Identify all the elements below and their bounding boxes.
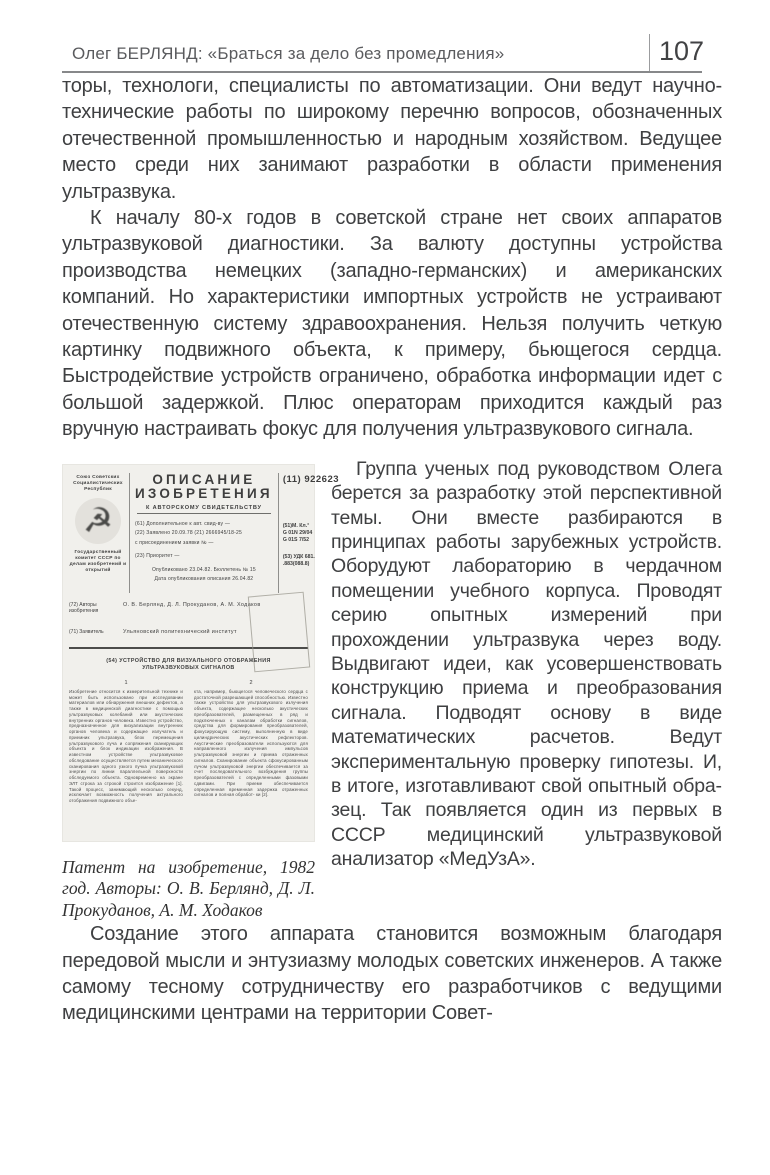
paragraph-creation: Создание этого аппарата становится возможным благодаря передовой мысли и энтузиазму молодых советских инженеров. А также самому тесному сотрудничеству его разработчиков с ведущими медицинскими центрами на территории Совет- — [62, 923, 722, 1025]
patent-column-2 — [194, 680, 308, 804]
patent-issuer: Союз Советских Социалистических Республик — [73, 474, 123, 492]
patent-text-columns — [69, 680, 308, 804]
patent-authors: О. В. Берлянд, Д. Л. Прокуданов, А. М. Ходаков — [123, 601, 261, 608]
patent-column1-header: 1 — [124, 679, 128, 686]
paragraph-intro: торы, технологи, специалисты по автоматизации. Они ведут научно-технические работы по широкому перечню вопросов, обозначенных отечественной промышленностью и народным хозяйством. Ведущее место среди них занимают разработки в области применения ультразвука. — [62, 75, 722, 203]
patent-udc: (53) УДК 681. .883(088.8) — [282, 553, 315, 567]
soviet-emblem-icon — [75, 498, 121, 544]
patent-right-column — [279, 473, 340, 593]
patent-applicant: Ульяновский политехнический институт — [123, 628, 237, 635]
patent-number: (11) 922623 — [282, 473, 340, 485]
patent-column-1 — [69, 680, 183, 804]
figure-caption: Патент на изобретение, 1982 год. Авторы: О. В. Берлянд, Д. Л. Прокуданов, А. М. Ходаков — [62, 856, 315, 920]
patent-column2-header: 2 — [249, 679, 253, 686]
patent-kl-label: (51)М. Кл.³ — [282, 522, 309, 529]
figure-and-column-row — [62, 457, 722, 922]
paragraph-eighties: К началу 80-х годов в советской стране нет своих аппаратов ультразвуковой диагностики. За валюту доступны устройства производства немецких (западно-германских) и американских компаний. Но характеристики импортных устройств не устраивают отечественную систему здравоохранения. Нельзя получить четкую картинку подвижного объекта, к примеру, бьющегося сердца. Быстродействие устройств ограничено, обработка информации идет с большой задержкой. Плюс операторам приходится каждый раз вручную настраивать фокус для получения ультразвукового сигнала. — [62, 207, 722, 441]
patent-field-61: (61) Дополнительное к авт. свид-ву — — [135, 520, 231, 527]
patent-field-priority: (23) Приоритет — — [135, 553, 180, 560]
running-title: Олег БЕРЛЯНД: «Браться за дело без промедления» — [72, 44, 505, 63]
patent-classification — [283, 523, 337, 544]
patent-field-attach: с присоединением заявки № — — [135, 539, 214, 546]
patent-column1-text: Изобретение относится к измерительной технике и может быть использовано при исследовании материалов или обнаружения внешних дефектов, а также в медицинской диагностике с помощью ультразвуковых колебаний или акустических внутренних органов человека. Известно устройство, предназначенное для визуализации внутренних органов человека и содержащее излучатель и приемник ультразвука, блок перемещения ультразвукового луча и сопряжения сканирующих объекта и блок индикации изображения. В известном устройстве ультразвуковое обследование осуществляется путем механического сканирования одного узкого пучка ультразвуковой энергии по линии параллельной поверхности обследуемого объекта. Одновременно на экране ЭЛТ строка за строкой строится изображение [1]. Такой процесс, занимающий несколько секунд, исключает возможность получения актуального отображения подвижного объе- — [69, 688, 183, 804]
patent-field-pubdate: Дата опубликования описания 26.04.82 — [154, 576, 254, 583]
patent-kl-class1: G 01N 29/04 — [282, 529, 313, 536]
patent-center-column — [129, 473, 279, 593]
patent-authors-label: (72) Авторы изобретения — [69, 601, 99, 615]
patent-scan-image — [62, 464, 340, 842]
patent-invention-title: (54) УСТРОЙСТВО ДЛЯ ВИЗУАЛЬНОГО ОТОБРАЖЕНИЯ УЛЬТРАЗВУКОВЫХ СИГНАЛОВ — [106, 657, 271, 672]
patent-applicant-label: (71) Заявитель — [69, 628, 104, 635]
patent-field-22: (22) Заявлено 20.09.78 (21) 2666945/18-25 — [135, 530, 242, 537]
patent-title-line1: ОПИСАНИЕ — [152, 471, 256, 487]
paragraph-research-group: Группа ученых под руководством Олега берется за разработку этой перспективной темы. Они вместе разбираются в принципах работы зарубежных устройств. Оборудуют лабораторию в чердачном помещении учебного корпуса. Проводят серию опытных измерений при прохождении ультразвука через воду. Выдвигают идеи, как усовершенствовать конструкцию приема и преобразования сигнала. Подводят основу в виде математических расчетов. Ведут экспериментальную проверку гипотезы. И, в итоге, изготавливают свой опытный образец. Так появляется один из первых в СССР медицинский ультразвуковой анализатор «МедУзА». — [331, 457, 722, 871]
patent-figure — [62, 464, 340, 922]
patent-header — [69, 471, 340, 593]
patent-column2-text: кта, например, бьющегося человеческого сердца с достаточной разрешающей способностью. Известно также устройство для ультразвукового излучения объекта, содержащее несколько акустических преобразователей, размещенных в ряд и подключенных к каналам обработки сигналов, средства для формирования преобразователей, фокусирующую систему, выполненную в виде цилиндрических акустических рефлекторов. Акустические преобразователи используются для направленного излучения импульсов ультразвуковой энергии и приема отраженных сигналов. Сканирование объекта сфокусированным лучом ультразвуковой энергии обеспечивается за счет последовательного возбуждения группы преобразователей с определенными фазовыми сдвигами. При приеме обеспечивается определенная временная задержка отраженных сигналов и полная обработ- ки [2]. — [194, 688, 308, 798]
patent-subtitle: К АВТОРСКОМУ СВИДЕТЕЛЬСТВУ — [137, 505, 271, 514]
hammer-sickle-glyph: ☭ — [82, 501, 114, 540]
page-number: 107 — [658, 36, 704, 66]
patent-issuer-column — [69, 473, 129, 593]
patent-field-published: Опубликовано 23.04.82. Бюллетень № 15 — [151, 566, 256, 573]
page-number-divider — [649, 34, 704, 71]
patent-title-line2: ИЗОБРЕТЕНИЯ — [135, 486, 273, 502]
patent-committee: Государственный комитет СССР по делам изобретений и открытий — [69, 549, 127, 573]
patent-kl-class2: G 01S 7/52 — [282, 536, 310, 543]
page-content — [62, 73, 722, 1027]
page-header — [62, 34, 722, 71]
